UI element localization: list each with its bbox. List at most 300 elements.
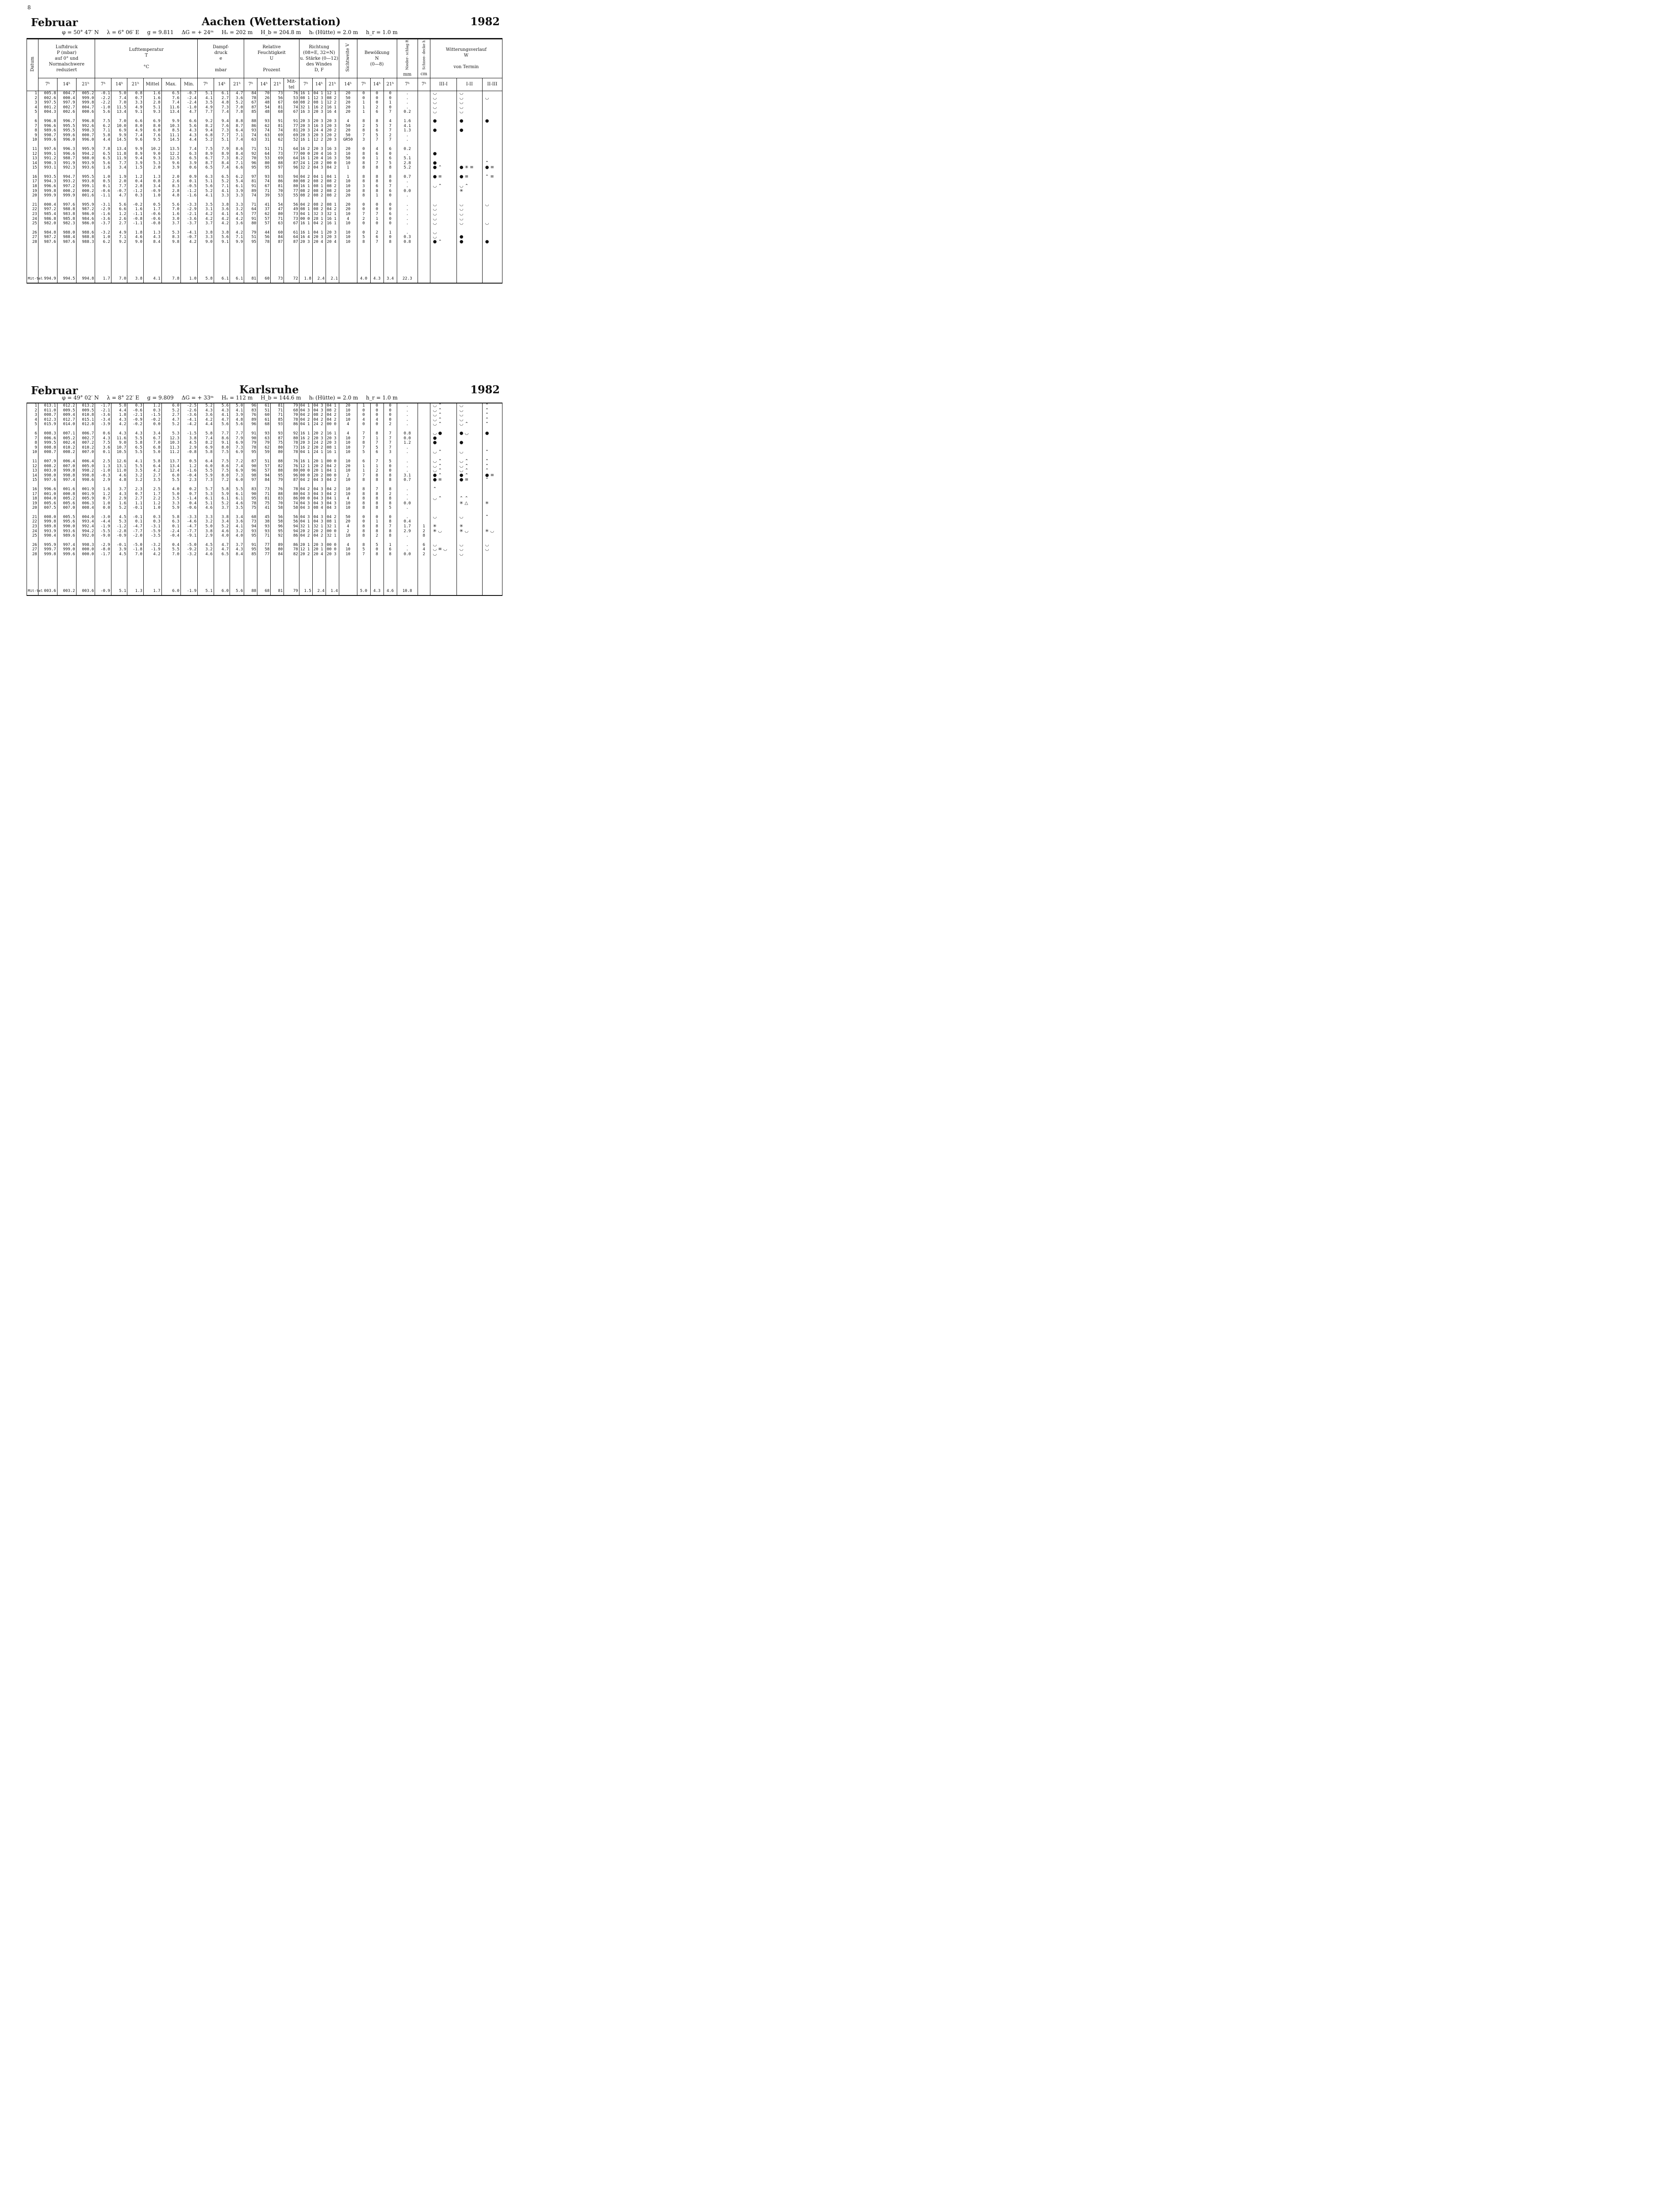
data-cell xyxy=(418,515,430,520)
data-cell: 987.2 xyxy=(38,235,57,240)
data-cell: 008.7 xyxy=(38,413,57,418)
data-cell: ◡ xyxy=(430,207,456,212)
data-cell: -1.6 xyxy=(180,469,198,473)
data-cell: 2.0 xyxy=(111,179,127,184)
spacer-cell xyxy=(357,245,370,276)
spacer-cell xyxy=(27,198,38,203)
table-row xyxy=(27,450,502,455)
station-name: Karlsruhe xyxy=(239,383,299,396)
mean-cell: 3.4 xyxy=(383,276,397,283)
data-cell: 71 xyxy=(271,147,284,152)
spacer-cell xyxy=(127,198,143,203)
data-cell: ⌃ xyxy=(482,459,502,464)
table-row xyxy=(27,96,502,101)
mean-cell: 4.3 xyxy=(370,588,383,595)
data-cell: 4.5 xyxy=(111,515,127,520)
data-cell: 6.5 xyxy=(214,552,230,557)
day-cell: 3 xyxy=(27,100,38,105)
data-cell: 8.9 xyxy=(214,152,230,157)
data-cell: 64 xyxy=(284,156,299,161)
data-cell: 3.2 xyxy=(198,519,214,524)
data-cell: 6.0 xyxy=(143,128,161,133)
data-cell: 8.5 xyxy=(161,128,180,133)
data-cell: 04 3 xyxy=(299,506,312,511)
data-cell: 989.8 xyxy=(38,524,57,529)
data-cell: 7 xyxy=(370,240,383,245)
data-cell: 10 xyxy=(339,161,357,166)
table-row xyxy=(27,441,502,445)
data-cell: 0.1 xyxy=(95,184,111,189)
data-cell: 64 xyxy=(257,152,271,157)
data-cell: 3.7 xyxy=(111,487,127,492)
spacer-cell xyxy=(339,198,357,203)
data-cell: 5.8 xyxy=(143,459,161,464)
data-cell: 999.1 xyxy=(76,184,95,189)
spacer-cell xyxy=(271,115,284,119)
data-cell: 005.2 xyxy=(57,496,76,501)
data-cell: 3.7 xyxy=(198,221,214,226)
data-cell xyxy=(482,230,502,235)
data-cell: 0 xyxy=(370,422,383,427)
data-cell: 007.1 xyxy=(57,431,76,436)
data-cell: 81 xyxy=(271,124,284,129)
spacer-cell xyxy=(38,538,57,543)
data-cell: 04 2 xyxy=(326,418,339,422)
mean-cell xyxy=(339,276,357,283)
data-cell: 1 xyxy=(383,100,397,105)
data-cell: 71 xyxy=(257,189,271,194)
day-cell: 5 xyxy=(27,110,38,115)
spacer-cell xyxy=(57,511,76,515)
data-cell: 1.7 xyxy=(397,524,418,529)
data-cell: 10 xyxy=(339,436,357,441)
spacer-cell xyxy=(143,538,161,543)
data-cell: 3.8 xyxy=(214,203,230,207)
data-cell: 001.2 xyxy=(38,105,57,110)
mean-cell: 1.8 xyxy=(299,276,312,283)
niederschlag-label: Nieder- schlag R xyxy=(405,40,410,70)
data-cell: 3.6 xyxy=(230,221,244,226)
data-cell: 11.9 xyxy=(111,156,127,161)
data-cell: 3.7 xyxy=(230,543,244,548)
table-row xyxy=(27,207,502,212)
day-cell: 23 xyxy=(27,212,38,217)
data-cell: 57 xyxy=(257,217,271,222)
data-cell: 04 3 xyxy=(299,492,312,497)
data-cell: 1 xyxy=(357,464,370,469)
day-cell: 16 xyxy=(27,175,38,180)
data-cell: 3.5 xyxy=(127,469,143,473)
data-cell: 8 xyxy=(370,119,383,124)
data-cell xyxy=(418,403,430,408)
spacer-cell xyxy=(418,142,430,147)
data-cell: 74 xyxy=(244,193,257,198)
data-cell: 008.3 xyxy=(38,431,57,436)
data-cell: 7 xyxy=(383,431,397,436)
spacer-cell xyxy=(27,170,38,175)
spacer-cell xyxy=(357,455,370,459)
data-cell: 14.5 xyxy=(111,138,127,142)
table-row xyxy=(27,179,502,184)
data-cell: 79 xyxy=(244,441,257,445)
data-cell: 54 xyxy=(271,203,284,207)
data-cell: 5 xyxy=(357,235,370,240)
spacer-cell xyxy=(284,198,299,203)
data-cell: 5.0 xyxy=(143,450,161,455)
data-cell: 1.2 xyxy=(397,441,418,445)
data-cell xyxy=(482,212,502,217)
data-cell xyxy=(418,207,430,212)
data-cell: 90 xyxy=(244,436,257,441)
data-cell: 996.3 xyxy=(57,147,76,152)
spacer-cell xyxy=(214,115,230,119)
data-cell: 76 xyxy=(284,91,299,96)
data-cell: 8 xyxy=(357,506,370,511)
data-cell: -3.1 xyxy=(95,203,111,207)
data-cell: 4 xyxy=(418,547,430,552)
data-cell: -4.1 xyxy=(180,418,198,422)
data-cell: 88 xyxy=(271,492,284,497)
data-cell: 24 1 xyxy=(299,161,312,166)
spacer-cell xyxy=(57,557,76,588)
data-cell: 3.4 xyxy=(111,165,127,170)
data-cell: 20 1 xyxy=(299,543,312,548)
data-cell: 0.2 xyxy=(397,110,418,115)
data-cell: 04 1 xyxy=(299,422,312,427)
data-cell: 20 xyxy=(339,519,357,524)
data-cell: . xyxy=(397,193,418,198)
data-cell: 3.5 xyxy=(143,478,161,483)
data-cell: 0.0 xyxy=(143,422,161,427)
data-cell: 1.6 xyxy=(111,501,127,506)
spacer-cell xyxy=(456,142,482,147)
data-cell: 59 xyxy=(257,450,271,455)
data-cell: 007.9 xyxy=(38,459,57,464)
day-cell: 12 xyxy=(27,152,38,157)
table-row xyxy=(27,547,502,552)
data-cell xyxy=(418,156,430,161)
data-cell: 16 1 xyxy=(299,184,312,189)
spacer-cell xyxy=(383,115,397,119)
mean-row xyxy=(27,276,502,283)
data-cell: 2.9 xyxy=(111,496,127,501)
spacer-cell xyxy=(383,511,397,515)
data-cell: 10.3 xyxy=(161,124,180,129)
spacer-cell xyxy=(38,455,57,459)
data-cell: 7.4 xyxy=(230,138,244,142)
data-cell xyxy=(418,422,430,427)
column-subheader: 7ʰ xyxy=(397,78,418,91)
data-cell: 2 xyxy=(383,422,397,427)
data-cell: 70 xyxy=(271,501,284,506)
data-cell: 3.0 xyxy=(161,217,180,222)
mean-cell: 81 xyxy=(244,276,257,283)
coordinate-value: ΔG = + 33ᵐ xyxy=(181,395,214,401)
data-cell: 5.6 xyxy=(198,184,214,189)
spacer-cell xyxy=(326,226,339,230)
spacer-cell xyxy=(230,245,244,276)
data-cell: 010.2 xyxy=(76,445,95,450)
mean-cell: 22.3 xyxy=(397,276,418,283)
data-cell: 5.2 xyxy=(198,403,214,408)
mean-cell xyxy=(456,276,482,283)
data-cell: 9.5 xyxy=(143,138,161,142)
spacer-cell xyxy=(370,142,383,147)
data-cell: 04 2 xyxy=(326,413,339,418)
data-cell: 001.6 xyxy=(76,193,95,198)
day-cell: 9 xyxy=(27,133,38,138)
data-cell: 77 xyxy=(257,552,271,557)
data-cell: 5.6 xyxy=(214,422,230,427)
data-cell: . xyxy=(397,230,418,235)
spacer-cell xyxy=(244,170,257,175)
data-cell: 3.4 xyxy=(214,519,230,524)
data-cell: 32 1 xyxy=(326,534,339,538)
data-cell: 9.2 xyxy=(198,119,214,124)
spacer-cell xyxy=(418,455,430,459)
data-cell: -1.0 xyxy=(95,469,111,473)
data-cell: 5.0 xyxy=(161,492,180,497)
data-cell: 4.0 xyxy=(214,534,230,538)
data-cell: ◡ xyxy=(430,221,456,226)
data-cell: 1.9 xyxy=(111,175,127,180)
data-cell: 6.0 xyxy=(161,473,180,478)
data-cell: -5.9 xyxy=(143,529,161,534)
data-cell: -0.7 xyxy=(111,189,127,194)
spacer-cell xyxy=(418,170,430,175)
data-cell: 04 3 xyxy=(312,408,326,413)
data-cell xyxy=(418,418,430,422)
data-cell: 2.6 xyxy=(161,179,180,184)
spacer-cell xyxy=(143,427,161,431)
mean-cell: 1.3 xyxy=(127,588,143,595)
data-cell: ◡ xyxy=(456,96,482,101)
data-cell: 2 xyxy=(357,124,370,129)
data-cell: 0 xyxy=(370,403,383,408)
data-cell: -0.9 xyxy=(127,418,143,422)
data-cell: 0 xyxy=(370,547,383,552)
data-cell: 67 xyxy=(284,110,299,115)
data-cell: 2.9 xyxy=(198,534,214,538)
data-cell: 20 2 xyxy=(312,529,326,534)
day-cell: 28 xyxy=(27,240,38,245)
data-cell: 991.2 xyxy=(38,156,57,161)
spacer-cell xyxy=(397,483,418,487)
data-cell: 60 xyxy=(284,100,299,105)
data-cell: 16 1 xyxy=(299,230,312,235)
mean-row xyxy=(27,588,502,595)
data-cell: 12 1 xyxy=(299,547,312,552)
data-cell: 987.2 xyxy=(76,207,95,212)
data-cell: 5.1 xyxy=(397,156,418,161)
spacer-cell xyxy=(198,427,214,431)
spacer-cell xyxy=(198,557,214,588)
data-cell: 04 2 xyxy=(312,221,326,226)
spacer-cell xyxy=(271,511,284,515)
data-cell xyxy=(418,165,430,170)
data-cell: 76 xyxy=(271,487,284,492)
data-cell: 4.3 xyxy=(180,133,198,138)
data-cell xyxy=(482,152,502,157)
mean-cell: 003.6 xyxy=(38,588,57,595)
data-cell: 68 xyxy=(271,110,284,115)
station-title-row xyxy=(29,381,502,396)
spacer-cell xyxy=(257,170,271,175)
data-cell: 08 1 xyxy=(326,519,339,524)
data-cell: 20 1 xyxy=(312,459,326,464)
data-cell: 04 2 xyxy=(299,203,312,207)
spacer-cell xyxy=(230,170,244,175)
data-cell: 6.0 xyxy=(198,464,214,469)
data-cell: ◡ xyxy=(482,203,502,207)
day-cell: 18 xyxy=(27,184,38,189)
spacer-cell xyxy=(180,511,198,515)
mean-cell: 3.8 xyxy=(127,276,143,283)
data-cell: 50 xyxy=(339,124,357,129)
spacer-cell xyxy=(271,245,284,276)
data-cell: 51 xyxy=(257,147,271,152)
data-cell: 20 xyxy=(339,207,357,212)
data-cell: 0 xyxy=(370,413,383,418)
data-cell: ● ◡ xyxy=(456,431,482,436)
day-cell: 4 xyxy=(27,418,38,422)
spacer-cell xyxy=(257,115,271,119)
data-cell: 0 xyxy=(370,515,383,520)
data-cell: 5.6 xyxy=(161,203,180,207)
data-cell: -1.0 xyxy=(95,105,111,110)
spacer-cell xyxy=(456,245,482,276)
data-cell: 5.0 xyxy=(111,91,127,96)
data-cell xyxy=(418,91,430,96)
spacer-cell xyxy=(214,511,230,515)
data-cell xyxy=(418,152,430,157)
spacer-cell xyxy=(230,538,244,543)
data-cell: 006.7 xyxy=(76,431,95,436)
spacer-cell xyxy=(127,455,143,459)
data-cell: 00 0 xyxy=(299,473,312,478)
data-cell: ⌃ ≡ xyxy=(482,175,502,180)
data-cell: ◡ ⌃ xyxy=(430,403,456,408)
spacer-cell xyxy=(76,115,95,119)
data-cell: 2 xyxy=(339,473,357,478)
data-cell: ◡ xyxy=(430,110,456,115)
data-cell: 08 1 xyxy=(299,96,312,101)
table-row xyxy=(27,464,502,469)
data-cell: 5.2 xyxy=(161,408,180,413)
data-cell: 96 xyxy=(244,422,257,427)
day-cell: 4 xyxy=(27,105,38,110)
data-cell: 2 xyxy=(383,133,397,138)
data-cell: 1 xyxy=(370,193,383,198)
data-cell: ⌃ xyxy=(482,422,502,427)
data-cell: 3.9 xyxy=(161,165,180,170)
data-cell: 0 xyxy=(357,207,370,212)
spacer-cell xyxy=(257,557,271,588)
data-cell: 008.8 xyxy=(38,445,57,450)
data-cell: 20 2 xyxy=(312,431,326,436)
coordinate-value: H_b = 144.6 m xyxy=(261,395,301,401)
data-cell: 73 xyxy=(271,91,284,96)
mean-cell: 003.2 xyxy=(57,588,76,595)
data-cell: 4.7 xyxy=(180,110,198,115)
data-cell: 0.7 xyxy=(95,496,111,501)
spacer-cell xyxy=(143,115,161,119)
data-cell: 4.2 xyxy=(111,422,127,427)
data-cell: 7 xyxy=(383,524,397,529)
data-cell: 998.8 xyxy=(57,473,76,478)
day-cell: 14 xyxy=(27,473,38,478)
spacer-cell xyxy=(161,538,180,543)
column-subheader: 14ʰ xyxy=(111,78,127,91)
data-cell: 8 xyxy=(370,165,383,170)
day-cell: 3 xyxy=(27,413,38,418)
data-cell: 4 xyxy=(383,119,397,124)
table-row xyxy=(27,524,502,529)
mean-cell: 81 xyxy=(271,588,284,595)
data-cell: 2 xyxy=(418,552,430,557)
data-cell: 0.8 xyxy=(143,179,161,184)
data-cell: 4.3 xyxy=(95,436,111,441)
table-row xyxy=(27,240,502,245)
data-cell: 73 xyxy=(271,152,284,157)
data-cell: 8 xyxy=(357,189,370,194)
data-cell xyxy=(418,431,430,436)
data-cell: 004.7 xyxy=(76,105,95,110)
data-cell: 4.3 xyxy=(143,235,161,240)
data-cell: 3.5 xyxy=(161,496,180,501)
column-subheader: 14ʰ xyxy=(339,78,357,91)
data-cell: 10 xyxy=(339,469,357,473)
spacer-cell xyxy=(418,245,430,276)
data-cell: 5.6 xyxy=(95,110,111,115)
data-cell: 7.4 xyxy=(214,165,230,170)
group-spacer xyxy=(27,455,502,459)
data-cell: 8 xyxy=(383,175,397,180)
data-cell: ◡ xyxy=(456,450,482,455)
data-cell: 992.3 xyxy=(57,165,76,170)
data-cell: 8 xyxy=(357,534,370,538)
data-cell: 0.3 xyxy=(397,235,418,240)
data-cell: 8 xyxy=(357,492,370,497)
spacer-cell xyxy=(127,170,143,175)
data-cell: ◡ ⌃ xyxy=(456,464,482,469)
data-cell xyxy=(418,110,430,115)
schneedecke-label: Schnee- decke h xyxy=(422,40,426,70)
data-cell: 5.1 xyxy=(198,91,214,96)
data-cell: 20 xyxy=(339,110,357,115)
data-cell: 68 xyxy=(284,408,299,413)
data-cell: 92 xyxy=(244,152,257,157)
data-cell: ◡ xyxy=(430,212,456,217)
table-row xyxy=(27,161,502,166)
data-cell: 4.7 xyxy=(214,418,230,422)
data-cell: 91 xyxy=(244,431,257,436)
data-cell: ✳ △ xyxy=(456,501,482,506)
table-row xyxy=(27,534,502,538)
data-cell: -9.0 xyxy=(95,534,111,538)
data-cell: 0 xyxy=(383,179,397,184)
table-row xyxy=(27,492,502,497)
data-cell: ● xyxy=(430,119,456,124)
data-cell: 37 xyxy=(257,207,271,212)
spacer-cell xyxy=(456,557,482,588)
data-cell xyxy=(456,138,482,142)
data-cell: 96 xyxy=(244,161,257,166)
data-cell: 78 xyxy=(284,450,299,455)
data-cell: 1 xyxy=(357,110,370,115)
data-cell: 78 xyxy=(244,501,257,506)
data-cell: 20 xyxy=(339,100,357,105)
